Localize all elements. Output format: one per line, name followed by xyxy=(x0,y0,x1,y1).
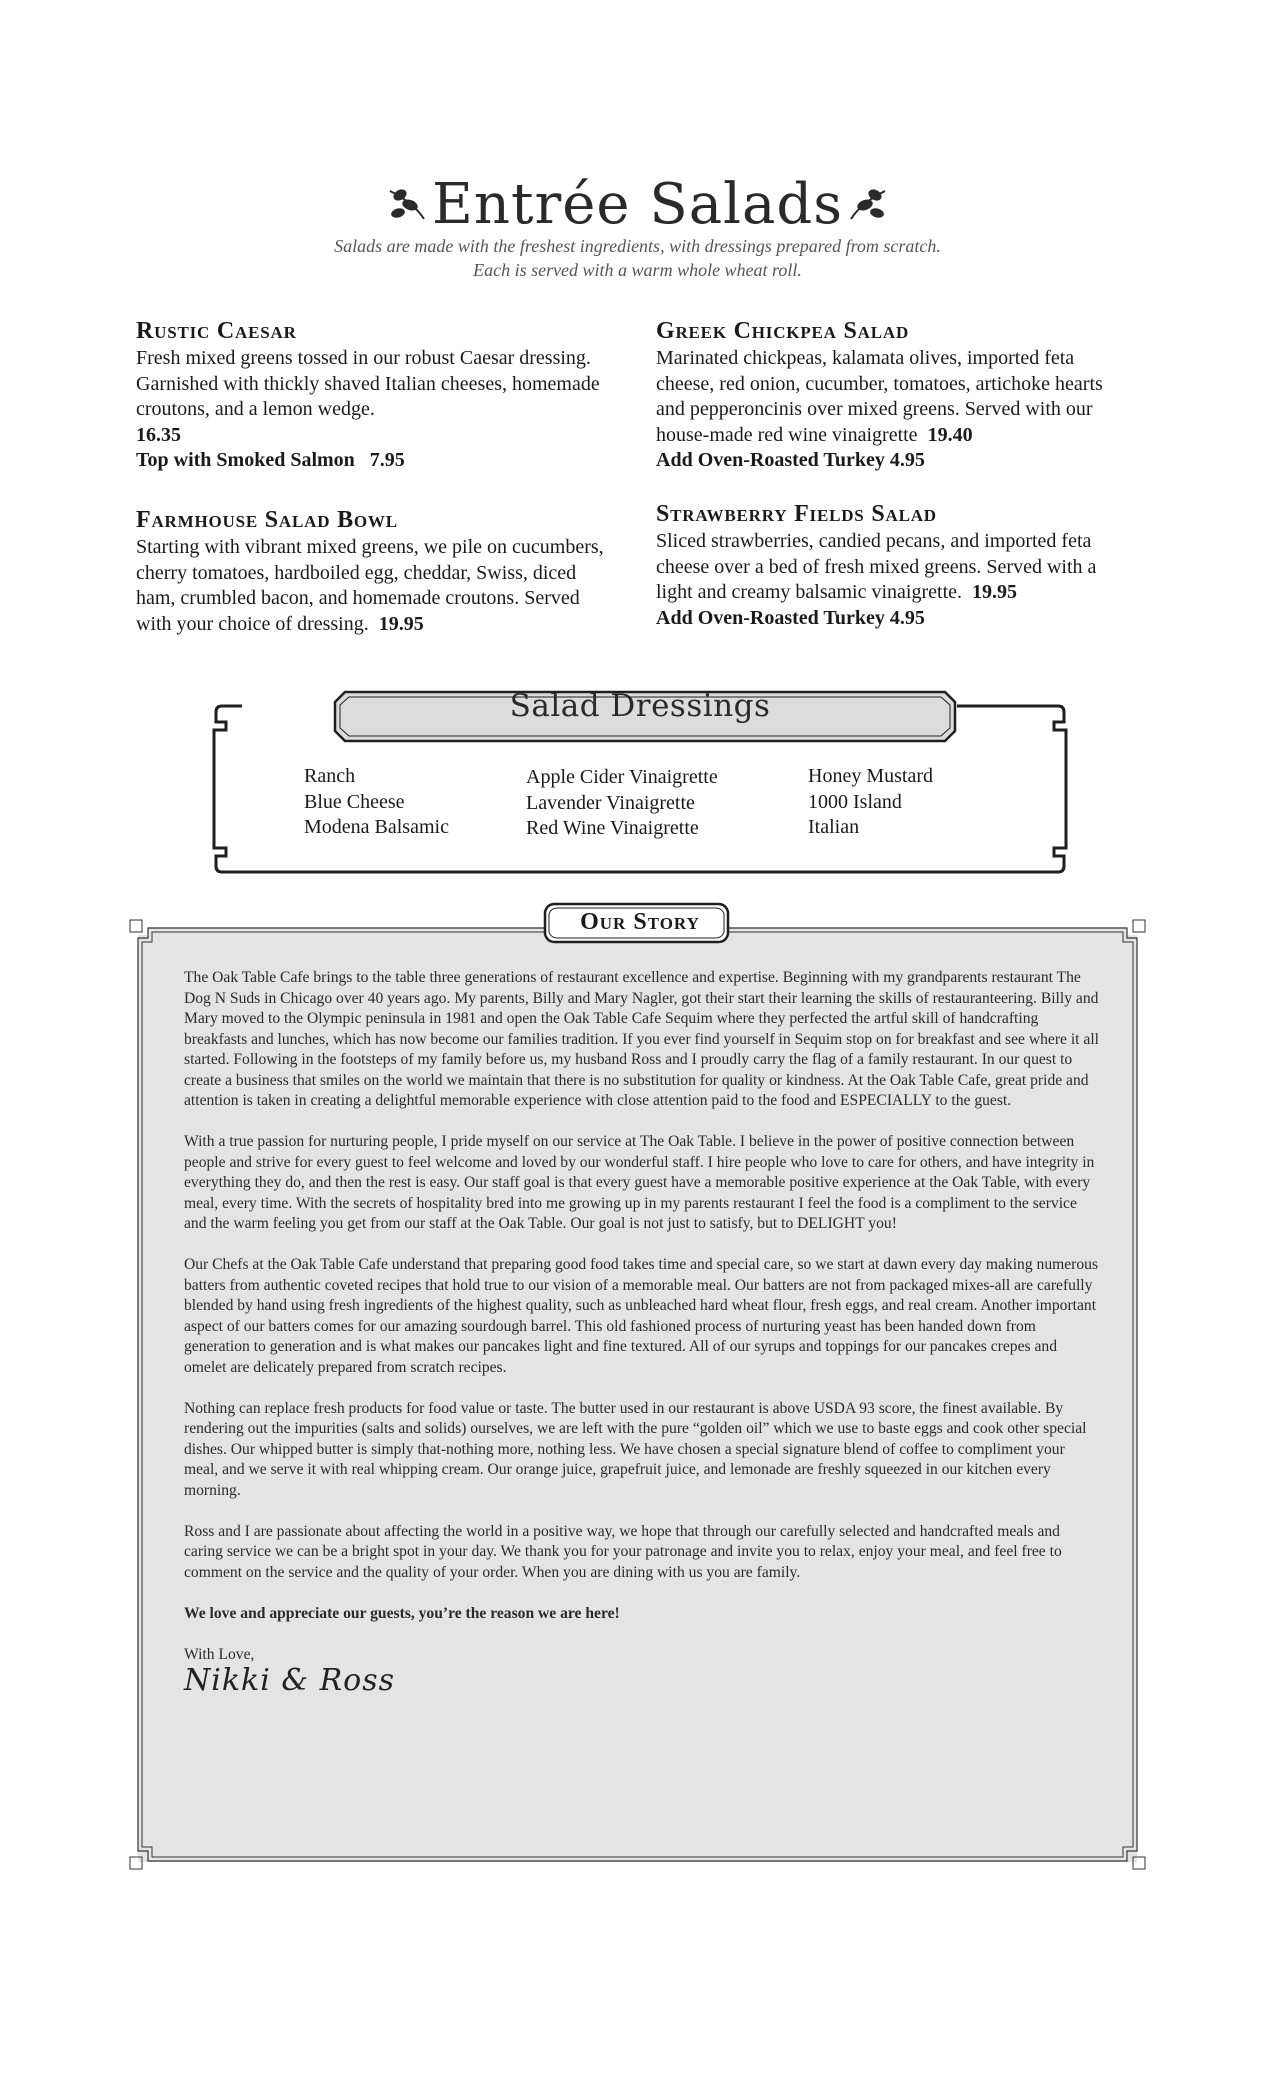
page-subtitle xyxy=(0,234,1275,282)
dressing-item: Italian xyxy=(808,816,860,838)
subtitle-line-2: Each is served with a warm whole wheat roll. xyxy=(473,260,802,280)
dressing-item: Ranch xyxy=(304,765,356,787)
subtitle-line-1: Salads are made with the freshest ingredients, with dressings prepared from scratch. xyxy=(334,236,941,256)
leaf-flourish-left-icon xyxy=(384,185,428,225)
dressings-title: Salad Dressings xyxy=(509,688,771,724)
salad-addon: Top with Smoked Salmon 7.95 xyxy=(136,449,405,471)
salad-price: 19.40 xyxy=(927,423,973,446)
salad-price: 16.35 xyxy=(136,423,181,446)
salad-rustic-caesar xyxy=(136,316,606,474)
salad-description: Fresh mixed greens tossed in our robust Caesar dressing. Garnished with thickly shaved Italian cheeses, homemade croutons, and a lemon wedge. xyxy=(136,347,600,420)
salad-description-block xyxy=(656,529,1126,606)
dressing-item: Lavender Vinaigrette xyxy=(526,791,695,814)
salad-addon: Add Oven-Roasted Turkey 4.95 xyxy=(656,606,925,629)
leaf-flourish-right-icon xyxy=(847,185,891,225)
salad-addon: Add Oven-Roasted Turkey 4.95 xyxy=(656,449,925,471)
salad-farmhouse xyxy=(136,505,606,637)
salad-description: Marinated chickpeas, kalamata olives, imported feta cheese, red onion, cucumber, tomatoes, artichoke hearts and pepperoncinis over mixed greens. Served with our house-made red wine vinaigrette xyxy=(656,347,1103,446)
story-paragraph: The Oak Table Cafe brings to the table three generations of restaurant excellence and expertise. Beginning with my grandparents restaurant The Dog N Suds in Chicago over 40 years ago. My parents, Billy and Mary Nagler, got their start their learning the skills of restauranteering. Billy and Mary moved to the Olympic peninsula in 1981 and open the Oak Table Cafe Sequim where they perfected the artful skill of handcrafting breakfasts and lunches, which has now become our families tradition. If you ever find yourself in Sequim stop on for breakfast and see where it all started. Following in the footsteps of my family before us, my husband Ross and I proudly carry the flag of a family restaurant. In our quest to create a business that smiles on the world we maintain that there is no substitution for quality or kindness. At the Oak Table Cafe, great pride and attention is taken in creating a delightful memorable experience with close attention paid to the food and ESPECIALLY to the guest. xyxy=(184,969,1099,1109)
salad-description-block xyxy=(656,346,1126,448)
dressing-item: Apple Cider Vinaigrette xyxy=(526,766,718,788)
story-title: Our Story xyxy=(580,909,700,935)
dressing-item: Honey Mustard xyxy=(808,765,933,787)
story-paragraph: Ross and I are passionate about affecting the world in a positive way, we hope that through our carefully selected and handcrafted meals and caring service we can be a bright spot in your day. We thank you for your patronage and invite you to relax, enjoy your meal, and feel free to comment on the service and the quality of your order. When you are dining with us you are family. xyxy=(184,1522,1062,1581)
dressing-item: Modena Balsamic xyxy=(304,816,449,838)
sign-off: With Love, xyxy=(184,1645,255,1663)
salad-name: Rustic Caesar xyxy=(136,318,297,344)
dressing-item: Blue Cheese xyxy=(304,790,405,813)
story-closing: We love and appreciate our guests, you’re the reason we are here! xyxy=(184,1604,620,1622)
story-paragraph: Nothing can replace fresh products for food value or taste. The butter used in our restaurant is above USDA 93 score, the finest available. By rendering out the impurities (salts and solids) ourselves, we are left with the pure “golden oil” which we use to baste eggs and cook other special dishes. Our whipped butter is simply that-nothing more, nothing less. We have chosen a special signature blend of coffee to compliment your meal, and we serve it with real whipping cream. Our orange juice, grapefruit juice, and lemonade are freshly squeezed in our kitchen every morning. xyxy=(184,1399,1087,1499)
dressing-item: 1000 Island xyxy=(808,790,902,813)
story-body xyxy=(184,968,1099,1698)
salad-name: Farmhouse Salad Bowl xyxy=(136,507,398,533)
dressing-item: Red Wine Vinaigrette xyxy=(526,817,699,839)
story-paragraph: Our Chefs at the Oak Table Cafe understand that preparing good food takes time and special care, so we start at dawn every day making numerous batters from authentic coveted recipes that hold true to our vision of a memorable meal. Our batters are not from packaged mixes-all are carefully blended by hand using fresh ingredients of the highest quality, such as unbleached hard wheat flour, fresh eggs, and real cream. Another important aspect of our batters comes for our amazing sourdough barrel. This old fashioned process of nurturing yeast has been handed down from generation to generation and is what makes our pancakes light and fine textured. All of our syrups and toppings for our pancakes crepes and omelet are delicately prepared from scratch recipes. xyxy=(184,1256,1099,1376)
signature: Nikki & Ross xyxy=(184,1663,396,1698)
dressings-column-3 xyxy=(808,764,933,841)
salad-strawberry-fields xyxy=(656,499,1126,631)
dressings-column-2 xyxy=(526,765,718,842)
story-paragraph: With a true passion for nurturing people, I pride myself on our service at The Oak Table. I believe in the power of positive connection between people and strive for every guest to feel welcome and loved by our wonderful staff. I hire people who love to care for others, and have integrity in everything they do, and then the rest is easy. Our staff goal is that every guest have a memorable positive experience at the Oak Table, with every meal, every time. With the secrets of hospitality bred into me growing up in my parents restaurant I feel the food is a compliment to the service and the warm feeling you get from our staff at the Oak Table. Our goal is not just to satisfy, but to DELIGHT you! xyxy=(184,1133,1095,1232)
page-header xyxy=(0,172,1275,237)
salad-name: Strawberry Fields Salad xyxy=(656,501,937,527)
salad-price: 19.95 xyxy=(378,612,424,635)
salad-description-block xyxy=(136,535,606,637)
page-title: Entrée Salads xyxy=(432,172,843,237)
salad-greek-chickpea xyxy=(656,316,1126,474)
dressings-column-1 xyxy=(304,764,449,841)
salad-price: 19.95 xyxy=(972,581,1017,603)
salad-description: Starting with vibrant mixed greens, we pile on cucumbers, cherry tomatoes, hardboiled egg, cheddar, Swiss, diced ham, crumbled bacon, and homemade croutons. Served with your choice of dressing. xyxy=(136,536,604,635)
salad-name: Greek Chickpea Salad xyxy=(656,318,910,344)
salad-description: Sliced strawberries, candied pecans, and imported feta cheese over a bed of fresh mixed greens. Served with a light and creamy balsamic vinaigrette. xyxy=(656,530,1097,603)
